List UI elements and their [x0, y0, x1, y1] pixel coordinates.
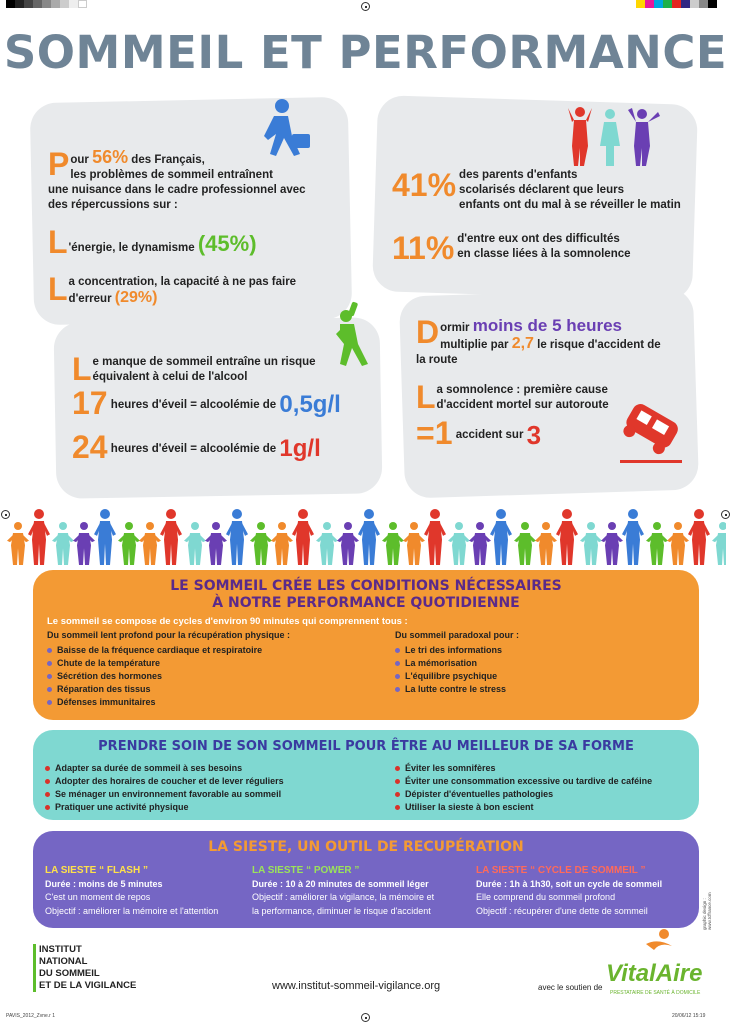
- list-item: Se ménager un environnement favorable au sommeil: [45, 788, 284, 801]
- card-d-sleep: D ormir moins de 5 heures multiplie par 2,7 le risque d'accident de la route: [416, 314, 661, 366]
- sleep-care-panel: [33, 730, 699, 820]
- drop-letter-p: P: [48, 146, 70, 182]
- chain-person: [667, 522, 689, 565]
- rem-sleep-heading: Du sommeil paradoxal pour :: [395, 630, 520, 640]
- list-item: Éviter les somnifères: [395, 762, 652, 775]
- card-b-stat-11: 11% d'entre eux ont des difficultés en classe liées à la somnolence: [392, 230, 631, 266]
- print-slug-left: PAVIS_2012_Zvne.r 1: [6, 1013, 56, 1019]
- card-d-drowsiness: L a somnolence : première cause d'accident mortel sur autoroute: [416, 379, 609, 415]
- sleep-care-list-right: [395, 762, 652, 814]
- chain-person: [448, 522, 470, 565]
- pct-11: 11%: [392, 230, 455, 266]
- list-item: Pratiquer une activité physique: [45, 801, 284, 814]
- list-item: Sécrétion des hormones: [47, 670, 262, 683]
- list-item: Adapter sa durée de sommeil à ses besoins: [45, 762, 284, 775]
- chain-person: [73, 522, 95, 565]
- page-title: SOMMEIL ET PERFORMANCE: [3, 26, 728, 79]
- card-a-energy: L 'énergie, le dynamisme (45%): [48, 224, 257, 260]
- chain-person: [382, 522, 404, 565]
- chain-person: [580, 522, 602, 565]
- sleep-conditions-title: LE SOMMEIL CRÉE LES CONDITIONS NÉCESSAIRES À NOTRE PERFORMANCE QUOTIDIENNE: [170, 578, 562, 611]
- chain-person: [7, 522, 29, 565]
- pct-29: (29%): [114, 289, 158, 306]
- chain-person: [490, 509, 512, 565]
- nap-power-column: LA SIESTE “ POWER ” Durée : 10 à 20 minutes de sommeil léger Objectif : améliorer la vigilance, la mémoire et la performance, diminuer le risque d'accident: [252, 865, 435, 916]
- chain-person: [712, 522, 726, 565]
- pct-41: 41%: [392, 167, 457, 203]
- chain-person: [250, 522, 272, 565]
- chain-person: [646, 522, 668, 565]
- chain-person: [556, 509, 578, 565]
- chain-person: [226, 509, 248, 565]
- card-a-concentration: L a concentration, la capacité à ne pas faire d'erreur (29%): [48, 271, 297, 307]
- calibration-bar-right: [636, 0, 717, 8]
- chain-person: [514, 522, 536, 565]
- support-label: avec le soutien de: [538, 983, 603, 992]
- chain-person: [271, 522, 293, 565]
- list-item: Réparation des tissus: [47, 683, 262, 696]
- pct-45: (45%): [197, 231, 257, 256]
- chain-person: [403, 522, 425, 565]
- pct-56: 56%: [92, 147, 129, 167]
- calibration-bar-left: [6, 0, 87, 8]
- family-icon: [566, 106, 662, 168]
- highlight-5-hours: moins de 5 heures: [472, 316, 622, 335]
- chain-person: [118, 522, 140, 565]
- chain-person: [160, 509, 182, 565]
- vitalaire-tagline: PRESTATAIRE DE SANTÉ À DOMICILE: [610, 990, 701, 996]
- list-item: La mémorisation: [395, 657, 506, 670]
- nap-flash-heading: LA SIESTE “ FLASH ”: [45, 865, 148, 876]
- chain-person: [28, 509, 50, 565]
- list-item: Utiliser la sieste à bon escient: [395, 801, 652, 814]
- chain-person: [535, 522, 557, 565]
- print-slug-right: 20/06/12 15:19: [672, 1013, 706, 1019]
- list-item: La lutte contre le stress: [395, 683, 506, 696]
- chain-person: [184, 522, 206, 565]
- card-b-stat-41: 41% des parents d'enfants scolarisés déclarent que leurs enfants ont du mal à se réveiller le matin: [392, 167, 681, 211]
- card-c-row-24: 24 heures d'éveil = alcoolémie de 1g/l: [72, 429, 321, 465]
- card-a-intro: P our 56% des Français, les problèmes de sommeil entraînent une nuisance dans le cadre professionnel avec des répercussions sur :: [48, 146, 306, 211]
- chain-person: [688, 509, 710, 565]
- sleep-care-list-left: [45, 762, 284, 814]
- chain-person: [205, 522, 227, 565]
- chain-person: [469, 522, 491, 565]
- nap-title: LA SIESTE, UN OUTIL DE RECUPÉRATION: [208, 839, 524, 855]
- deep-sleep-heading: Du sommeil lent profond pour la récupération physique :: [47, 630, 291, 640]
- chain-person: [424, 509, 446, 565]
- chain-person: [337, 522, 359, 565]
- vitalaire-figure-icon: [642, 928, 676, 958]
- list-item: Défenses immunitaires: [47, 696, 262, 709]
- nap-power-heading: LA SIESTE “ POWER ”: [252, 865, 360, 876]
- registration-mark-top: [361, 2, 370, 11]
- deep-sleep-list: [47, 644, 262, 709]
- list-item: Baisse de la fréquence cardiaque et respiratoire: [47, 644, 262, 657]
- overturned-car-icon: [616, 398, 688, 468]
- design-credit: graphic design : www.tcffrance.com: [702, 892, 712, 930]
- nap-flash-column: LA SIESTE “ FLASH ” Durée : moins de 5 minutes C'est un moment de repos Objectif : améliorer la mémoire et l'attention: [45, 865, 219, 916]
- value-1: 1g/l: [279, 435, 321, 462]
- chain-person: [94, 509, 116, 565]
- list-item: L'équilibre psychique: [395, 670, 506, 683]
- chain-person: [316, 522, 338, 565]
- sleep-cycle-intro: Le sommeil se compose de cycles d'environ 90 minutes qui comprennent tous :: [47, 616, 408, 627]
- sleep-conditions-panel: [33, 570, 699, 720]
- chain-person: [52, 522, 74, 565]
- list-item: Adopter des horaires de coucher et de lever réguliers: [45, 775, 284, 788]
- list-item: Chute de la température: [47, 657, 262, 670]
- card-c-row-17: 17 heures d'éveil = alcoolémie de 0,5g/l: [72, 385, 341, 421]
- list-item: Dépister d'éventuelles pathologies: [395, 788, 652, 801]
- vitalaire-logo: VitalAire: [606, 960, 703, 987]
- chain-person: [292, 509, 314, 565]
- chain-person: [622, 509, 644, 565]
- institute-logo: INSTITUT NATIONAL DU SOMMEIL ET DE LA VIGILANCE: [33, 944, 136, 992]
- human-chain-illustration: [6, 505, 726, 565]
- list-item: Le tri des informations: [395, 644, 506, 657]
- chain-person: [601, 522, 623, 565]
- card-c-intro: L e manque de sommeil entraîne un risque équivalent à celui de l'alcool: [72, 351, 316, 387]
- rem-sleep-list: [395, 644, 506, 696]
- nap-cycle-heading: LA SIESTE “ CYCLE DE SOMMEIL ”: [476, 865, 646, 876]
- chain-person: [358, 509, 380, 565]
- factor-2-7: 2,7: [511, 335, 534, 352]
- website-link[interactable]: www.institut-sommeil-vigilance.org: [272, 980, 441, 992]
- chain-person: [139, 522, 161, 565]
- nap-cycle-column: LA SIESTE “ CYCLE DE SOMMEIL ” Durée : 1h à 1h30, soit un cycle de sommeil Elle comprend du sommeil profond Objectif : récupérer d'une dette de sommeil: [476, 865, 663, 916]
- sleep-care-title: PRENDRE SOIN DE SON SOMMEIL POUR ÊTRE AU MEILLEUR DE SA FORME: [98, 739, 634, 754]
- list-item: Éviter une consommation excessive ou tardive de caféine: [395, 775, 652, 788]
- card-d-ratio: =1 accident sur 3: [416, 415, 542, 451]
- value-0-5: 0,5g/l: [279, 391, 341, 418]
- registration-mark-bottom: [361, 1013, 370, 1022]
